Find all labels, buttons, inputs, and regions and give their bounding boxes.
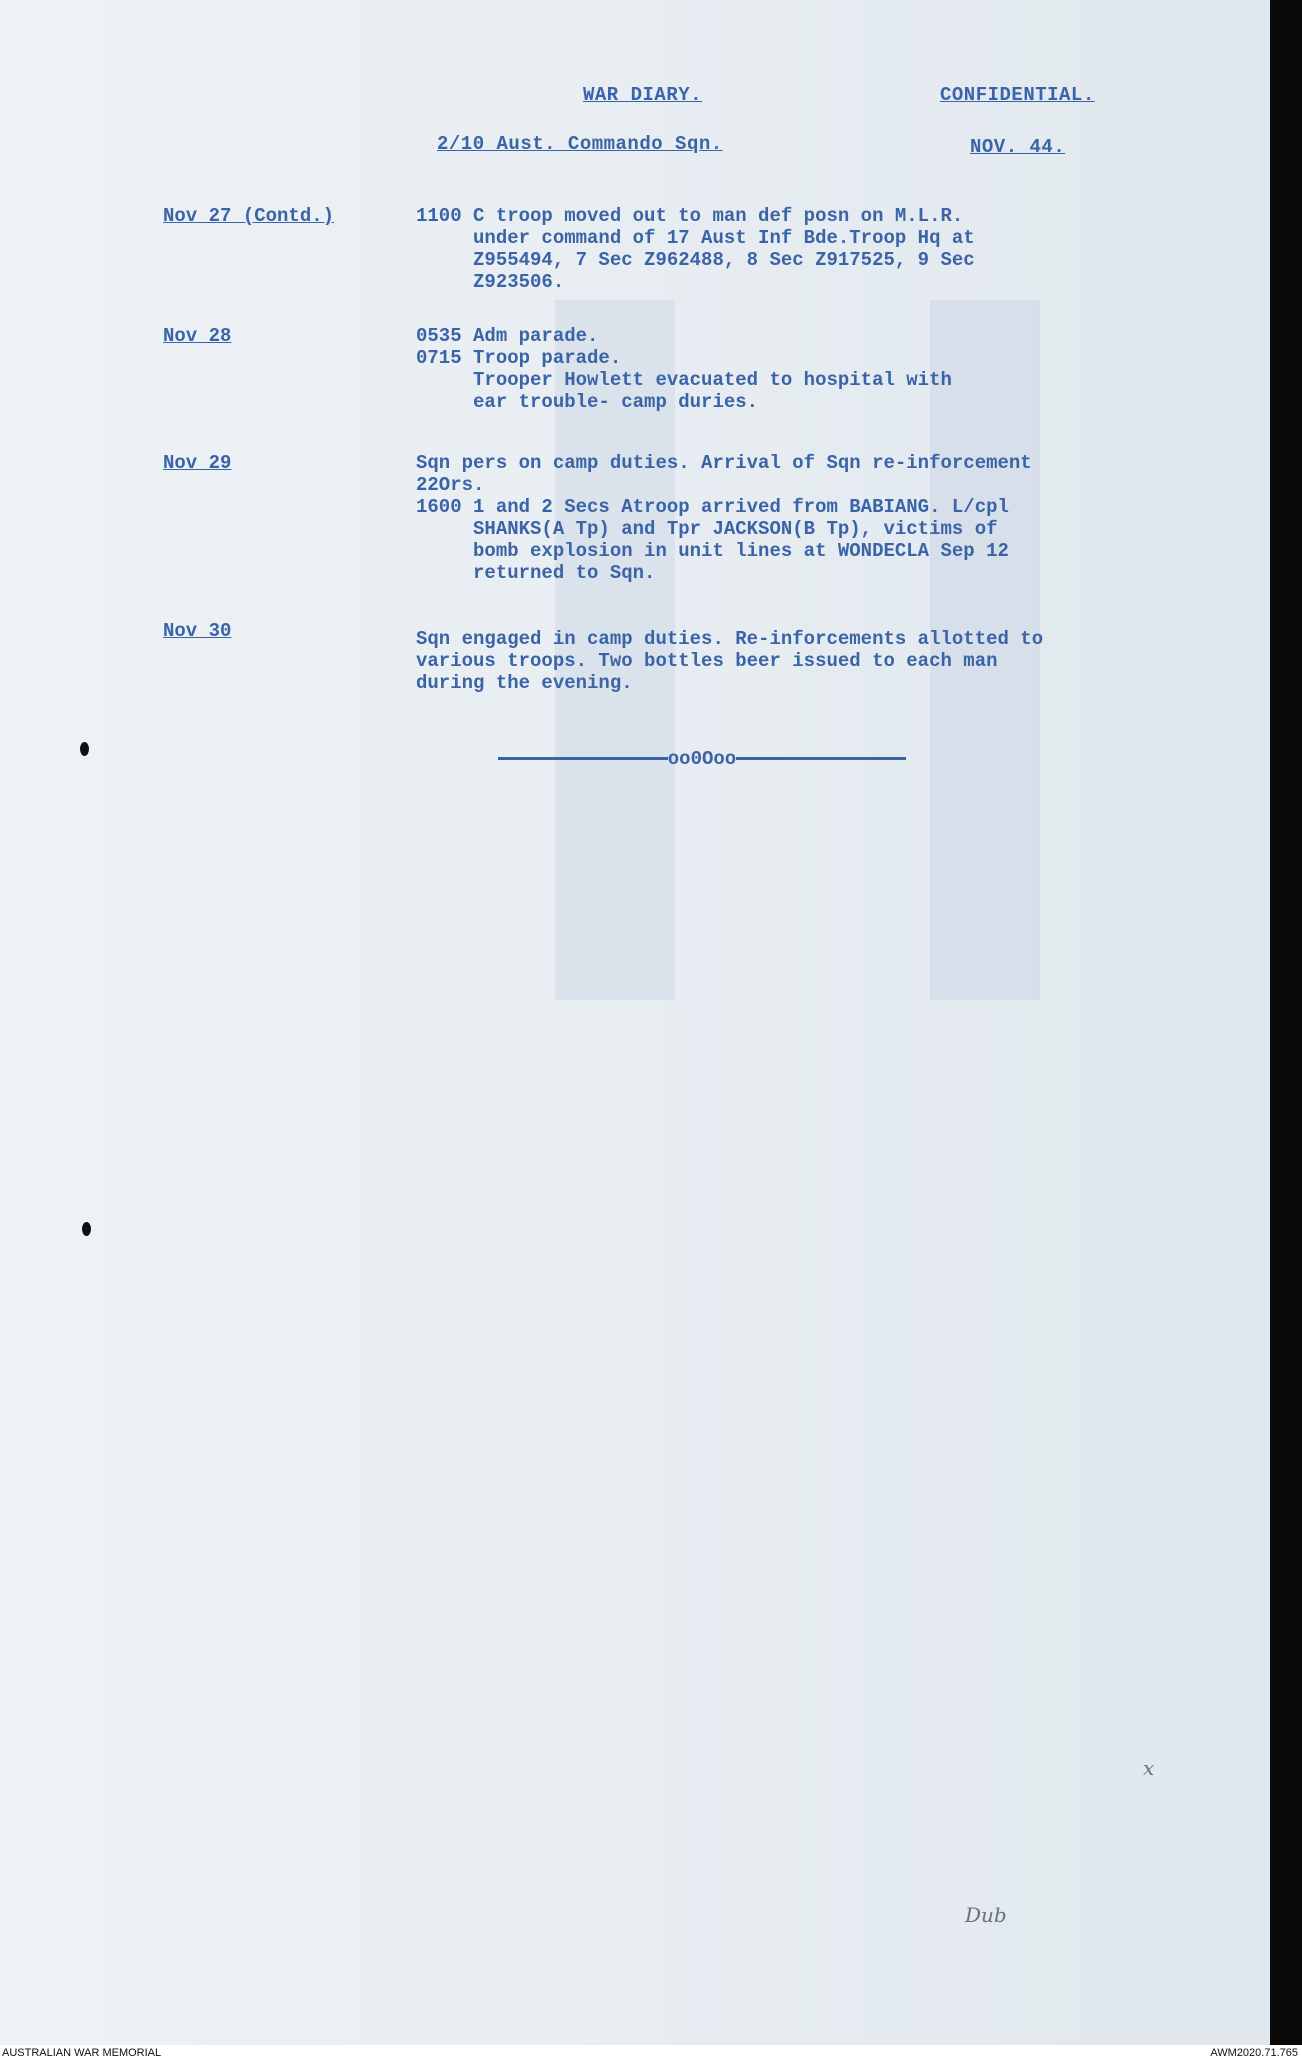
unit-name: 2/10 Aust. Commando Sqn. (437, 133, 723, 155)
entry-line: Sqn engaged in camp duties. Re-inforcements allotted to (416, 628, 1044, 650)
entry-line: returned to Sqn. (416, 562, 656, 584)
entry-line: 22Ors. (416, 474, 485, 496)
period-label: NOV. 44. (970, 136, 1066, 158)
archive-name: AUSTRALIAN WAR MEMORIAL (2, 2047, 162, 2059)
divider-mark: oo0Ooo (667, 748, 737, 770)
entry-line: Z923506. (416, 271, 565, 293)
margin-cross: x (1143, 1756, 1155, 1780)
entry-text (416, 205, 1236, 293)
entry-text (416, 452, 1236, 584)
binding-hole (80, 742, 89, 756)
divider-rule (498, 757, 668, 760)
entry-line: Z955494, 7 Sec Z962488, 8 Sec Z917525, 9 Sec (416, 249, 975, 271)
entry-date: Nov 28 (163, 325, 232, 347)
entry-line: Sqn pers on camp duties. Arrival of Sqn re-inforcement (416, 452, 1032, 474)
entry-line: SHANKS(A Tp) and Tpr JACKSON(B Tp), victims of (416, 518, 998, 540)
binding-hole (82, 1222, 91, 1236)
end-divider (482, 748, 922, 770)
entry-line: 0535 Adm parade. (416, 325, 599, 347)
entry-line: under command of 17 Aust Inf Bde.Troop Hq at (416, 227, 975, 249)
archive-reference: AWM2020.71.765 (1210, 2047, 1298, 2059)
entry-line: various troops. Two bottles beer issued to each man (416, 650, 998, 672)
classification-label: CONFIDENTIAL. (940, 84, 1095, 106)
entry-line: 0715 Troop parade. (416, 347, 622, 369)
entry-text (416, 325, 1236, 413)
handwritten-initials: Dub (965, 1903, 1007, 1927)
entry-text (416, 628, 1236, 694)
page-edge-shadow (1270, 0, 1302, 2045)
entry-line: 1600 1 and 2 Secs Atroop arrived from BABIANG. L/cpl (416, 496, 1009, 518)
entry-date: Nov 27 (Contd.) (163, 205, 335, 227)
entry-line: ear trouble- camp duries. (416, 391, 759, 413)
entry-line: bomb explosion in unit lines at WONDECLA Sep 12 (416, 540, 1009, 562)
divider-rule (736, 757, 906, 760)
entry-date: Nov 30 (163, 620, 232, 642)
archive-footer (0, 2045, 1302, 2061)
entry-line: 1100 C troop moved out to man def posn on M.L.R. (416, 205, 964, 227)
entry-line: during the evening. (416, 672, 633, 694)
entry-date: Nov 29 (163, 452, 232, 474)
diary-title: WAR DIARY. (583, 84, 703, 106)
entry-line: Trooper Howlett evacuated to hospital with (416, 369, 952, 391)
